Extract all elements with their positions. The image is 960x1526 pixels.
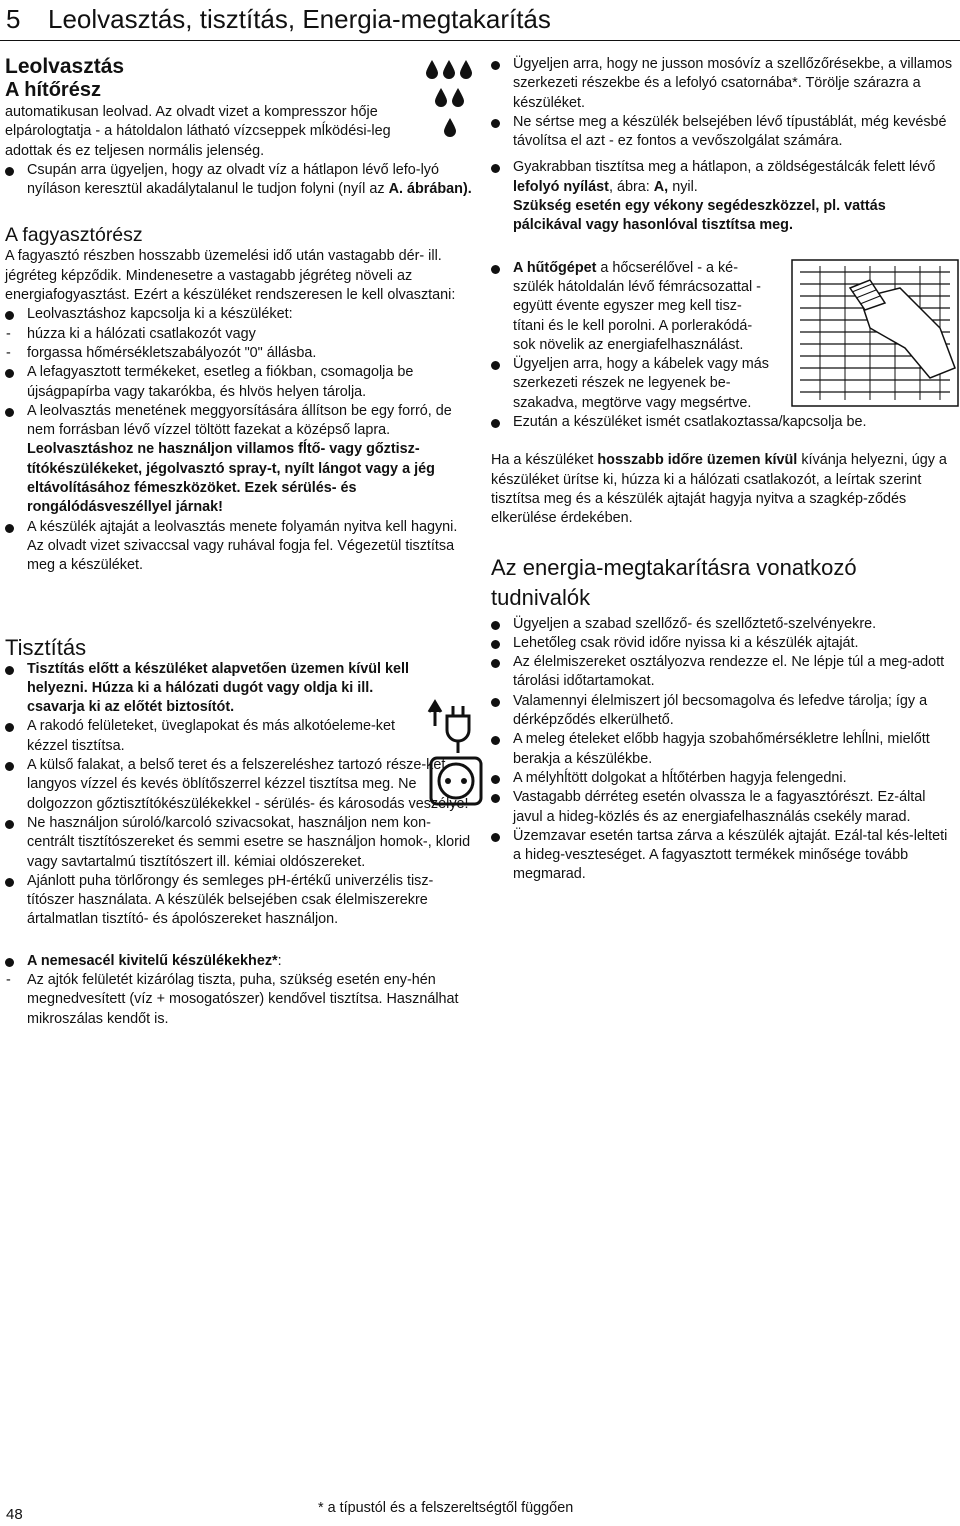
right-bullet-2: Ne sértse meg a készülék belsejében lévő típustáblát, még kevésbé távolítsa el azt - ez fontos a vevőszolgálat számára. (491, 113, 957, 152)
defrost-warning-text: Leolvasztáshoz ne használjon villamos fĺtő- vagy gőztisz-títókészülékeket, jégolvasztó spray-t, nyílt lángot vagy a jég eltávolításához fémeszközöket. Ezek sérülés- és rongálódásveszéllyel járnak! (27, 441, 435, 516)
energy-list (491, 615, 957, 885)
cleaning-bullet-5: Ajánlott puha törlőrongy és semleges pH-értékű univerzélis tisz-títószer használata. A készülék belsejében csak élelmiszerekre ártalmatlan tisztító- és ápolószereket használjon. (5, 872, 473, 930)
wrap-bullet: A lefagyasztott termékeket, esetleg a fiókban, csomagolja be újságpapírba vagy takarókba, és hlvös helyen tárolja. (5, 363, 473, 402)
dash-thermostat: - forgassa hőmérsékletszabályozót "0" állásba. (5, 344, 473, 363)
long-absence-pre: Ha a készüléket (491, 452, 594, 469)
right-bullet-3-bold2: A, (653, 178, 669, 195)
energy-heading: Az energia-megtakarításra vonatkozó tudnivalók (491, 554, 857, 610)
door-bullet: A készülék ajtaját a leolvasztás menete folyamán nyitva kell hagyni. (5, 518, 473, 537)
header-rule (0, 40, 960, 41)
freezer-heading: A fagyasztórész (5, 224, 143, 247)
steel-bullet-text: A nemesacél kivitelű készülékekhez* (27, 952, 278, 969)
right-note-text: Szükség esetén egy vékony segédeszközzel, pl. vattás pálcikával vagy hasonlóval tisztítsa meg. (513, 198, 886, 234)
energy-item: Üzemzavar esetén tartsa zárva a készülék ajtaját. Ezál-tal kés-lelteti a hideg-veszteséget. A fagyasztott termékek minősége tovább megmarad. (491, 827, 957, 885)
cleaning-heading: Tisztítás (5, 634, 87, 660)
right-bullet-3-bold: lefolyó nyílást (513, 178, 609, 195)
dash-unplug: - húzza ki a hálózati csatlakozót vagy (5, 325, 473, 344)
freezer-intro: A fagyasztó részben hosszabb üzemelési idő után vastagabb dér- ill. jégréteg képződik. Mindenesetre a vastagabb jégréteg növeli az energiafogyasztást. Ezért a készüléket rendszeresen le kell olvasztani: (5, 248, 456, 304)
right-bullet-3-post: nyil. (672, 178, 698, 195)
steel-colon: : (277, 952, 282, 969)
defrost-heading: Leolvasztás (5, 55, 125, 78)
steel-bullet (5, 952, 473, 971)
long-absence-bold: hosszabb időre üzemen kívül (597, 452, 798, 469)
cleaning-bullet-3: A külső falakat, a belső teret és a felszereléshez tartozó része-ket langyos vízzel és kevés öblítőszerrel kézzel tisztítsa meg. Ne dolgozzon gőztisztítókészülékekkel - sérülés- és károsodás veszélye! (5, 756, 473, 814)
drain-text: Csupán arra ügyeljen, hogy az olvadt víz a hátlapon lévő lefo-lyó nyíláson keresztül akadálytalanul le tudjon folyni (nyíl az (27, 161, 439, 198)
energy-item: A mélyhĺtött dolgokat a hĺtőtérben hagyja felengedni. (491, 769, 957, 788)
fridge-subheading: A hítőrész (5, 79, 101, 101)
energy-item: A meleg ételeket előbb hagyja szobahőmérsékletre lehĺlni, mielőtt berakja a készülékbe. (491, 730, 957, 769)
cleaning-bullet-1 (5, 660, 473, 718)
unplug-bullet: Leolvasztáshoz kapcsolja ki a készüléket: (5, 305, 473, 324)
long-absence-text (491, 451, 957, 528)
energy-item: Vastagabb dérréteg esetén olvassza le a fagyasztórészt. Ez-által javul a hideg-közlés és az energiafelhasználás csekély marad. (491, 788, 957, 827)
defrost-intro: automatikusan leolvad. Az olvadt vizet a kompresszor hője elpárologtatja - a hátoldalon látható vízcseppek mĺködési-leg adottak és ez teljesen normális jelenség. (5, 104, 391, 159)
page-header (0, 0, 960, 41)
right-bullet-4-text: a hőcserélővel - a ké-szülék hátoldalán lévő fémrácsozattal - együtt évente egyszer meg kell tisz-títani és le kell porolni. A porlerakódá-sok növelik az energiafelhasználást. (513, 259, 761, 353)
right-bullet-4-bold: A hűtőgépet (513, 259, 597, 276)
right-column (491, 55, 957, 885)
right-bullet-5: Ügyeljen arra, hogy a kábelek vagy más szerkezeti részek ne legyenek be-szakadva, megtörve vagy megsértve. (491, 355, 957, 413)
condenser-cleaning-illustration (790, 258, 960, 408)
cleaning-bullet-1-text: Tisztítás előtt a készüléket alapvetően üzemen kívül kell helyezni. Húzza ki a hálózati dugót vagy oldja ki ill. csavarja ki az előtét biztosítót. (27, 660, 410, 716)
left-column (5, 55, 473, 1029)
steel-dash: - Az ajtók felületét kizárólag tiszta, puha, szükség esetén eny-hén megnedvesített (víz + mosogatószer) kendővel tisztítsa. Használhat mikroszálas kendőt is. (5, 971, 473, 1029)
cleaning-bullet-2: A rakodó felületeket, üveglapokat és más alkotóeleme-ket kézzel tisztítsa. (5, 717, 473, 756)
door-continued: Az olvadt vizet szivaccsal vagy ruhával fogja fel. Végezetül tisztítsa meg a készüléket. (27, 537, 455, 574)
defrost-warning (5, 440, 473, 517)
right-bullet-3 (491, 158, 957, 197)
energy-item: Lehetőleg csak rövid időre nyissa ki a készülék ajtaját. (491, 634, 957, 653)
drain-figure-ref: A. ábrában). (388, 181, 472, 198)
footnote: * a típustól és a felszereltségtől függően (318, 1500, 574, 1516)
drain-bullet (5, 161, 473, 200)
right-bullet-6: Ezután a készüléket ismét csatlakoztassa/kapcsolja be. (491, 413, 957, 432)
chapter-title: Leolvasztás, tisztítás, Energia-megtakarítás (48, 4, 551, 34)
long-absence-post: kívánja helyezni, úgy a készüléket ürítse ki, húzza ki a hálózati csatlakozót, a leírtak szerint tisztítsa meg és a készülék ajtaját hagyja nyitva a szagkép-ződés elkerülése érdekében. (491, 452, 947, 527)
chapter-number: 5 (6, 4, 21, 34)
right-bullet-3-mid: , ábra: (608, 178, 650, 195)
speed-bullet: A leolvasztás menetének meggyorsítására állítson be egy forró, de nem forrásban lévő vízzel töltött fazekat a középső lapra. (5, 402, 473, 441)
right-note (491, 197, 957, 236)
right-bullet-1: Ügyeljen arra, hogy ne jusson mosóvíz a szellőzőrésekbe, a villamos szerkezeti részekbe és a lefolyó csatornába*. Törölje szárazra a készüléket. (491, 55, 957, 113)
page-number: 48 (6, 1506, 23, 1523)
energy-item: Az élelmiszereket osztályozva rendezze el. Ne lépje túl a meg-adott tárolási időtartamokat. (491, 653, 957, 692)
energy-item: Ügyeljen a szabad szellőző- és szellőztető-szelvényekre. (491, 615, 957, 634)
cleaning-bullet-4: Ne használjon súroló/karcoló szivacsokat, használjon nem kon-centrált tisztítószereket és semmi esetre se használjon homok-, klorid vagy savtartalmú tisztítószert ill. kémiai oldószereket. (5, 814, 473, 872)
energy-item: Valamennyi élelmiszert jól becsomagolva és lefedve tárolja; így a dérképződés elkerülhető. (491, 692, 957, 731)
right-bullet-3-pre: Gyakrabban tisztítsa meg a hátlapon, a zöldségestálcák felett lévő (513, 159, 936, 176)
